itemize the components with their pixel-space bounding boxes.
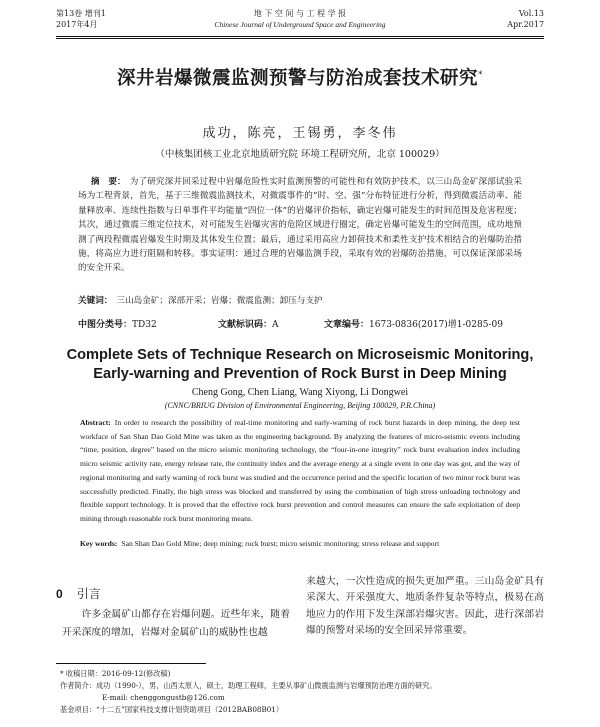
section-number: 0 — [56, 587, 63, 601]
section-heading — [56, 585, 101, 602]
authors-cn: 成功，陈亮，王锡勇，李冬伟 — [202, 126, 398, 141]
keywords-en — [80, 537, 520, 551]
clc-value: TD32 — [132, 320, 157, 330]
abstract-en-label: Abstract: — [80, 418, 111, 427]
abstract-cn-label: 摘 要： — [90, 177, 126, 187]
abstract-cn-text: 为了研究深井回采过程中岩爆危险性实时监测预警的可能性和有效防护技术，以三山岛金矿深部试验采场为工程背景，首先，基于三维微震监测技术，对微震事件的“时、空、强”分布特征进行分析，得到微震活动率、能量释放率、连续性指数与日单事件平均能量“四位一体”的岩爆评价指标，确定岩爆可能发生的时间范围及危害程度；其次，通过微震三维定位技术，对可能发生岩爆灾害的危险区域进行圈定，确定岩爆可能发生的空间范围，成功地预测了两段程微震岩爆发生时期及其体发生位置；最后，通过采用高应力卸荷技术和柔性支护技术相结合的岩爆防治措施，将高应力进行阻隔和转移。事实证明：通过合理的岩爆监测手段，采取有效的岩爆防治措施，可以保证深部采场的安全开采。 — [78, 177, 522, 274]
header-journal-en: Chinese Journal of Underground Space and Engineering — [214, 20, 386, 29]
intro-left-column: 许多金属矿山都存在岩爆问题。近些年来，随着开采深度的增加，岩爆对金属矿山的威胁性也越 — [62, 609, 290, 638]
intro-right-column: 来越大，一次性造成的损失更加严重。三山岛金矿具有采深大、开采强度大、地质条件复杂等特点，极易在高地应力的作用下发生深部岩爆灾害。因此，进行深部岩爆的预警对采场的安全回采异常重要。 — [306, 576, 544, 637]
footnotes — [60, 668, 544, 716]
footnote-fund: 基金项目：“十二五”国家科技支撑计划资助项目（2012BAB08B01） — [60, 705, 284, 714]
keywords-cn-text: 三山岛金矿；深部开采；岩爆；微震监测；卸压与支护 — [116, 296, 323, 306]
classification-line — [78, 317, 522, 331]
title-cn-text: 深井岩爆微震监测预警与防治成套技术研究 — [116, 68, 478, 89]
title-en-line1: Complete Sets of Technique Research on Microseismic Monitoring, — [66, 347, 534, 363]
header-center — [56, 8, 544, 30]
title-footnote-mark: * — [478, 69, 483, 80]
header-rule-bottom — [56, 38, 544, 39]
doc-code — [218, 317, 279, 330]
clc-label: 中图分类号： — [78, 320, 133, 330]
header-date-en: Apr.2017 — [507, 20, 544, 29]
header-rule-top — [56, 36, 544, 37]
article-value: 1673-0836(2017)增1-0285-09 — [369, 320, 503, 330]
keywords-cn — [78, 294, 522, 308]
article-label: 文章编号： — [324, 320, 370, 330]
keywords-en-label: Key words: — [80, 539, 118, 548]
affiliation-cn: （中核集团核工业北京地质研究院 环境工程研究所，北京 100029） — [155, 149, 445, 160]
header-right — [507, 8, 544, 30]
clc-number — [78, 317, 157, 330]
header-date-cn: 2017年4月 — [56, 20, 98, 29]
footnote-received: * 收稿日期：2016-09-12(修改稿) — [60, 669, 171, 678]
footnote-author-bio: 作者简介：成功（1990-），男，山西太原人，硕士，助理工程师，主要从事矿山微震监测与岩爆预防治理方面的研究。 — [60, 681, 437, 690]
keywords-en-text: San Shan Dao Gold Mine; deep mining; rock burst; micro seismic monitoring; stress release and support — [121, 539, 440, 548]
header-volume-cn: 第13卷 增刊1 — [56, 9, 106, 18]
running-header — [56, 8, 544, 34]
header-journal-cn: 地 下 空 间 与 工 程 学 报 — [253, 9, 347, 18]
title-cn — [56, 64, 544, 90]
abstract-cn — [78, 175, 522, 276]
affiliation-en: (CNNC/BRIUG Division of Environmental Engineering, Beijing 100029, P.R.China) — [164, 401, 436, 410]
doc-value: A — [272, 320, 279, 330]
title-en — [56, 346, 544, 384]
section-title: 引言 — [76, 587, 101, 601]
title-en-line2: Early-warning and Prevention of Rock Burst in Deep Mining — [93, 366, 507, 382]
abstract-en — [80, 416, 520, 526]
authors-en: Cheng Gong, Chen Liang, Wang Xiyong, Li Dongwei — [191, 387, 409, 398]
keywords-cn-label: 关键词： — [78, 296, 113, 306]
footnote-email: E-mail: chenggongustb@126.com — [102, 693, 225, 702]
abstract-en-text: In order to research the possibility of real-time monitoring and early-warning of rock burst hazards in deep mining, the deep test workface of San Shan Dao Gold Mine was taken as the engineering background. By analyzing the features of micro-seismic events including “time, position, degree” based on the micro seismic monitoring technology, the “four-in-one integrity” rock burst evaluation index including micro seismic activity rate, energy release rate, the continuity index and the average energy at a single event in one day was got, and the way of regional monitoring and early warning of rock burst was studied and the occurrence period and the specific location of two minor rock burst was successfully predicted. Finally, the high stress was blocked and transferred by using the combination of high stress unloading technology and flexible support technology. It is proved that the effective rock burst prevention and control measures can ensure the safe exploitation of deep mining through reasonable rock burst monitoring means. — [80, 418, 520, 523]
article-number — [324, 317, 503, 330]
doc-label: 文献标识码： — [218, 320, 273, 330]
header-volume-en: Vol.13 — [518, 9, 544, 18]
footnote-rule — [56, 663, 206, 664]
